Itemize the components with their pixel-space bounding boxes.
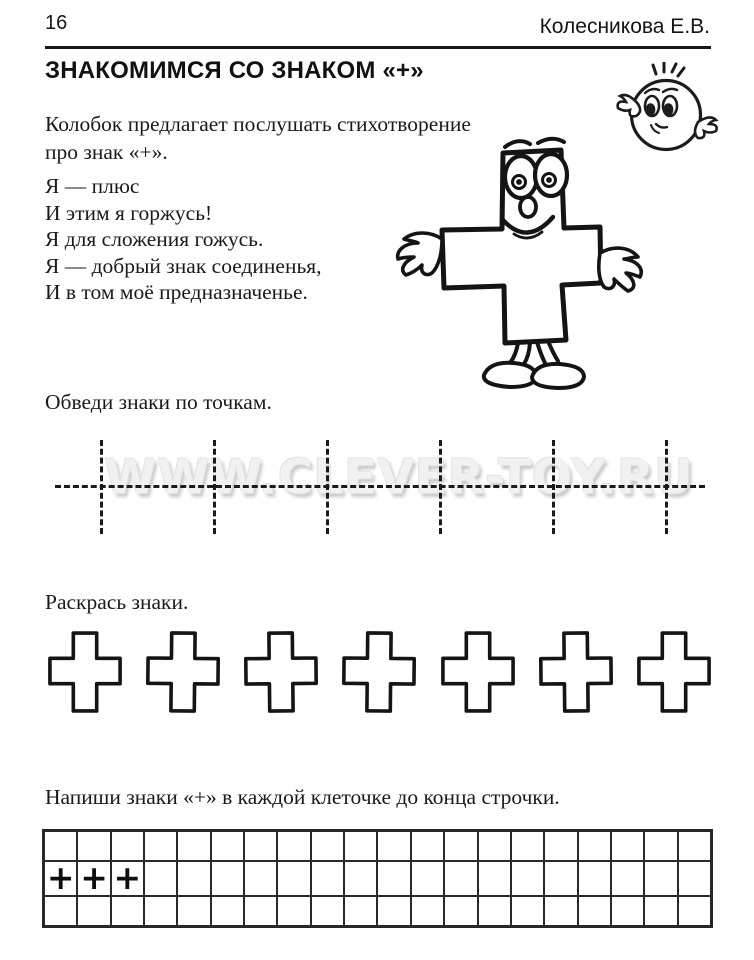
- grid-cell: [578, 831, 611, 861]
- grid-cell: [411, 896, 444, 926]
- grid-cell: [177, 861, 210, 896]
- grid-cell: [277, 831, 310, 861]
- grid-cell: [244, 861, 277, 896]
- grid-cell: [144, 831, 177, 861]
- trace-vertical-dashed-line: [100, 440, 103, 534]
- handwritten-plus-mark: +: [113, 858, 142, 897]
- grid-cell: [377, 831, 410, 861]
- grid-cell: [211, 831, 244, 861]
- grid-cell: [344, 861, 377, 896]
- colorable-cross-outline: [47, 629, 123, 715]
- grid-cell: [144, 861, 177, 896]
- grid-cell: [411, 831, 444, 861]
- trace-vertical-dashed-line: [552, 440, 555, 534]
- grid-cell: [177, 831, 210, 861]
- page-title: ЗНАКОМИМСЯ СО ЗНАКОМ «+»: [45, 57, 424, 84]
- grid-cell: [44, 831, 77, 861]
- grid-cell: [544, 831, 577, 861]
- grid-cell: [611, 831, 644, 861]
- task-write-label: Напиши знаки «+» в каждой клеточке до конца строчки.: [45, 785, 560, 809]
- grid-cell: [44, 896, 77, 926]
- grid-cell: [211, 861, 244, 896]
- grid-cell: [544, 896, 577, 926]
- trace-area: [45, 432, 710, 540]
- trace-vertical-dashed-line: [439, 440, 442, 534]
- grid-cell: [311, 896, 344, 926]
- color-crosses-row: [47, 629, 712, 715]
- grid-cell: [578, 896, 611, 926]
- grid-cell: [277, 896, 310, 926]
- grid-cell: [578, 861, 611, 896]
- handwritten-plus-mark: +: [80, 858, 108, 897]
- grid-cell: [644, 896, 677, 926]
- grid-cell: [478, 861, 511, 896]
- grid-cell: [511, 861, 544, 896]
- colorable-cross-outline: [440, 629, 516, 715]
- colorable-cross-outline: [341, 629, 417, 715]
- poem-line: И этим я горжусь!: [45, 200, 213, 225]
- grid-cell: [611, 896, 644, 926]
- grid-cell: [144, 896, 177, 926]
- grid-cell: [111, 858, 144, 897]
- grid-cell: [511, 896, 544, 926]
- intro-text: Колобок предлагает послушать стихотворение про знак «+».: [45, 112, 471, 164]
- grid-cell: [44, 858, 77, 897]
- grid-cell: [311, 831, 344, 861]
- writing-grid: [42, 829, 713, 928]
- trace-vertical-dashed-line: [665, 440, 668, 534]
- colorable-cross-outline: [243, 629, 319, 715]
- grid-cell: [644, 831, 677, 861]
- colorable-cross-outline: [636, 629, 712, 715]
- grid-cell: [77, 858, 110, 897]
- grid-cell: [511, 831, 544, 861]
- grid-cell: [244, 896, 277, 926]
- grid-cell: [478, 896, 511, 926]
- handwritten-plus-mark: +: [46, 858, 75, 897]
- grid-cell: [277, 861, 310, 896]
- poem-line: Я — плюс: [45, 174, 140, 198]
- colorable-cross-outline: [538, 629, 614, 715]
- poem-line: Я — добрый знак соединенья,: [45, 253, 322, 278]
- task-trace-label: Обведи знаки по точкам.: [45, 390, 272, 414]
- grid-cell: [77, 831, 110, 861]
- grid-cell: [344, 896, 377, 926]
- grid-cell: [544, 861, 577, 896]
- grid-cell: [311, 861, 344, 896]
- grid-cell: [244, 831, 277, 861]
- trace-vertical-dashed-line: [326, 440, 329, 534]
- poem-line: Я для сложения гожусь.: [45, 227, 264, 251]
- trace-vertical-dashed-line: [213, 440, 216, 534]
- grid-cell: [77, 896, 110, 926]
- grid-cell: [411, 861, 444, 896]
- poem: [45, 173, 322, 306]
- grid-cell: [678, 861, 711, 896]
- poem-line: И в том моё предназначенье.: [45, 280, 308, 304]
- plus-character-icon: [390, 135, 645, 393]
- grid-cell: [478, 831, 511, 861]
- grid-cell: [644, 861, 677, 896]
- grid-cell: [444, 831, 477, 861]
- page-number: 16: [45, 12, 68, 34]
- author-name: Колесникова Е.В.: [539, 15, 710, 38]
- grid-cell: [678, 831, 711, 861]
- grid-cell: [211, 896, 244, 926]
- watermark: WWW.CLEVER-TOY.RU: [104, 450, 694, 505]
- trace-horizontal-dashed-line: [55, 485, 705, 488]
- grid-cell: [377, 861, 410, 896]
- grid-cell: [111, 831, 144, 861]
- grid-cell: [444, 896, 477, 926]
- grid-cell: [444, 861, 477, 896]
- task-color-label: Раскрась знаки.: [45, 590, 189, 614]
- header-rule: [45, 46, 711, 49]
- grid-cell: [111, 896, 144, 926]
- grid-cell: [678, 896, 711, 926]
- grid-cell: [177, 896, 210, 926]
- grid-cell: [611, 861, 644, 896]
- colorable-cross-outline: [145, 629, 221, 715]
- grid-cell: [377, 896, 410, 926]
- grid-cell: [344, 831, 377, 861]
